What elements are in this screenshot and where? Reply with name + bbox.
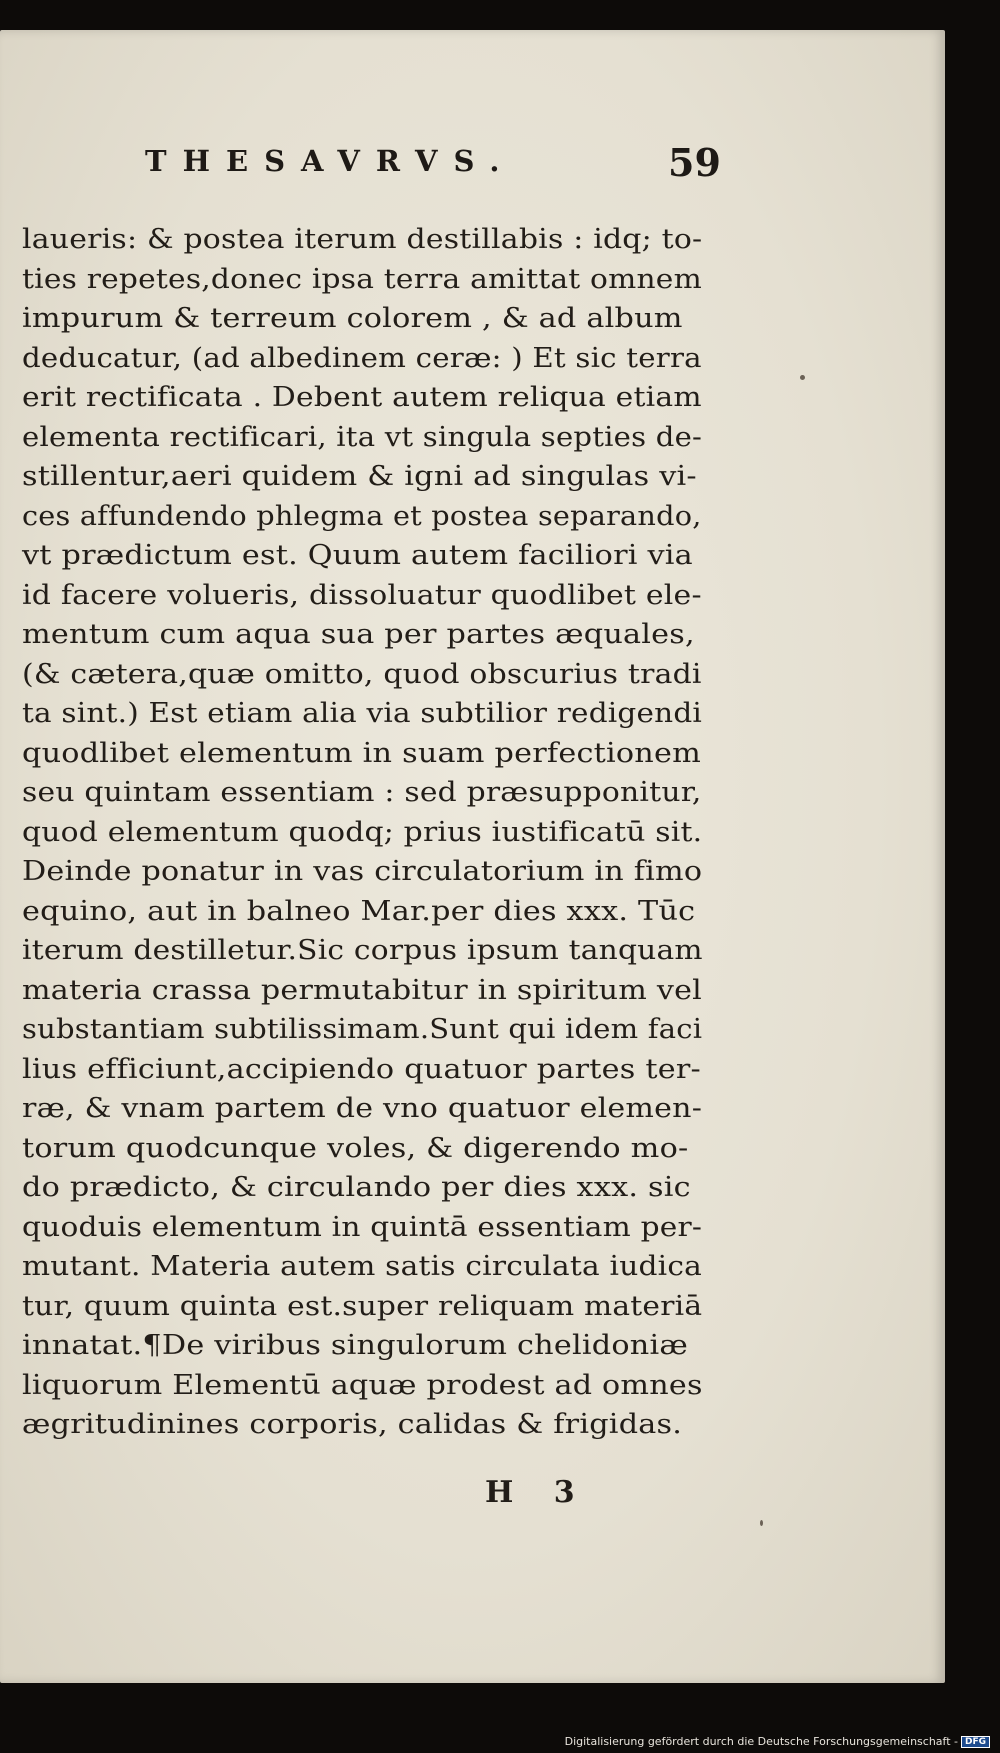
text-line: seu quintam essentiam : sed præsupponitur, [22,777,702,808]
text-line: lius efficiunt,accipiendo quatuor partes ter- [22,1053,701,1085]
digitization-credit [565,1735,990,1748]
text-line: stillentur,aeri quidem & igni ad singulas vi- [22,461,697,492]
text-line: quodlibet elementum in suam perfectionem [22,737,702,769]
signature-mark: H 3 [485,1475,575,1510]
text-line: Deinde ponatur in vas circulatorium in fimo [22,856,703,887]
text-line: laueris: & postea iterum destillabis : idq; to- [22,224,703,255]
paper-speck [800,375,805,380]
text-line: substantiam subtilissimam.Sunt qui idem faci [22,1014,703,1045]
running-title: THESAVRVS. [145,144,516,178]
text-line: ta sint.) Est etiam alia via subtilior redigendi [22,698,703,729]
text-line: liquorum Elementū aquæ prodest ad omnes [22,1369,703,1401]
text-line: ægritudinines corporis, calidas & frigidas. [22,1409,683,1440]
text-line: torum quodcunque voles, & digerendo mo- [22,1132,689,1164]
credit-text: Digitalisierung gefördert durch die Deutsche Forschungsgemeinschaft - [564,1735,958,1748]
page-number: 59 [668,140,721,185]
text-line: elementa rectificari, ita vt singula septies de- [22,421,703,453]
text-line: ties repetes,donec ipsa terra amittat omnem [22,263,702,295]
body-text [22,220,702,1445]
text-line: tur, quum quinta est.super reliquam materiā [22,1290,703,1322]
text-line: mentum cum aqua sua per partes æquales, [22,619,695,650]
running-head [0,140,945,200]
text-line: deducatur, (ad albedinem ceræ: ) Et sic terra [22,342,702,374]
text-line: mutant. Materia autem satis circulata iudica [22,1251,703,1282]
text-line: do prædicto, & circulando per dies xxx. sic [22,1172,691,1203]
paper-speck [760,1520,763,1526]
text-line: impurum & terreum colorem , & ad album [22,303,683,334]
dfg-logo: DFG [961,1736,990,1748]
text-line: materia crassa permutabitur in spiritum vel [22,974,702,1006]
text-line: quod elementum quodq; prius iustificatū sit. [22,816,703,848]
text-line: erit rectificata . Debent autem reliqua etiam [22,382,702,413]
text-line: equino, aut in balneo Mar.per dies xxx. Tūc [22,895,696,927]
text-line: ræ, & vnam partem de vno quatuor elemen- [22,1093,703,1124]
text-line: id facere volueris, dissoluatur quodlibet ele- [22,579,702,611]
text-line: (& cætera,quæ omitto, quod obscurius tradi [22,658,702,690]
text-line: vt prædictum est. Quum autem faciliori via [22,540,693,571]
text-line: innatat.¶De viribus singulorum chelidoniæ [22,1330,689,1361]
text-line: iterum destilletur.Sic corpus ipsum tanquam [22,935,703,966]
text-line: ces affundendo phlegma et postea separando, [22,500,702,532]
book-page [0,30,945,1683]
text-line: quoduis elementum in quintā essentiam per- [22,1211,703,1243]
page-content [0,30,945,1683]
